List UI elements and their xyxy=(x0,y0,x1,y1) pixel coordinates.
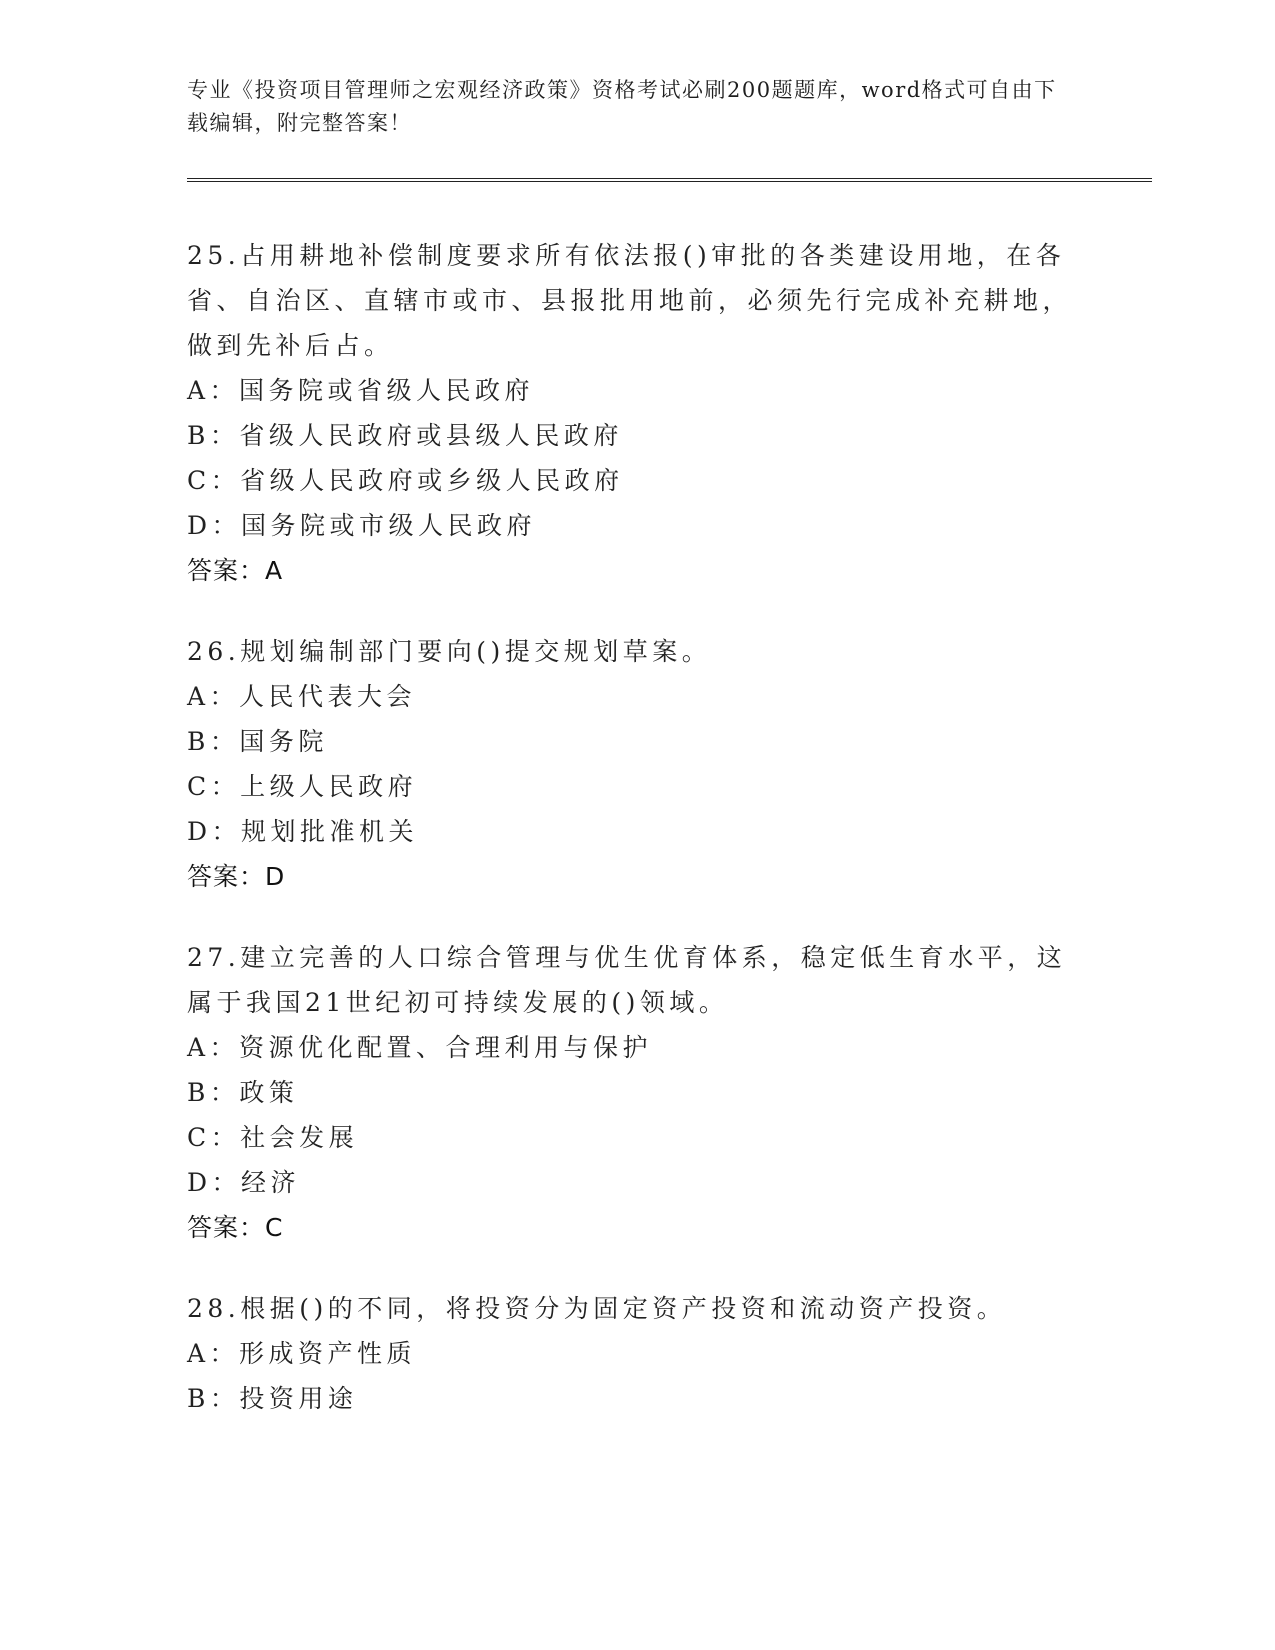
question-28 xyxy=(187,1286,1087,1421)
question-26 xyxy=(187,629,1087,899)
question-stem: 25.占用耕地补偿制度要求所有依法报()审批的各类建设用地，在各省、自治区、直辖市或市、县报批用地前，必须先行完成补充耕地，做到先补后占。 xyxy=(187,241,1073,360)
question-25 xyxy=(187,233,1087,593)
option-c: C：社会发展 xyxy=(187,1123,359,1152)
question-list xyxy=(187,233,1087,1457)
header-divider xyxy=(187,178,1152,182)
option-b: B：国务院 xyxy=(187,727,328,756)
option-a: A：形成资产性质 xyxy=(187,1339,417,1368)
question-stem: 27.建立完善的人口综合管理与优生优育体系，稳定低生育水平，这属于我国21世纪初可持续发展的()领域。 xyxy=(187,943,1067,1017)
option-c: C：省级人民政府或乡级人民政府 xyxy=(187,466,624,495)
option-c: C：上级人民政府 xyxy=(187,772,418,801)
option-a: A：国务院或省级人民政府 xyxy=(187,376,535,405)
answer-line: 答案：C xyxy=(187,1213,284,1242)
document-header: 专业《投资项目管理师之宏观经济政策》资格考试必刷200题题库，word格式可自由下载编辑，附完整答案！ xyxy=(187,78,1057,135)
option-d: D：国务院或市级人民政府 xyxy=(187,511,537,540)
option-b: B：政策 xyxy=(187,1078,299,1107)
option-a: A：人民代表大会 xyxy=(187,682,417,711)
question-stem: 26.规划编制部门要向()提交规划草案。 xyxy=(187,637,712,666)
option-b: B：省级人民政府或县级人民政府 xyxy=(187,421,623,450)
answer-line: 答案：A xyxy=(187,556,284,585)
option-d: D：规划批准机关 xyxy=(187,817,419,846)
option-b: B：投资用途 xyxy=(187,1384,358,1413)
option-a: A：资源优化配置、合理利用与保护 xyxy=(187,1033,653,1062)
answer-line: 答案：D xyxy=(187,862,286,891)
question-stem: 28.根据()的不同，将投资分为固定资产投资和流动资产投资。 xyxy=(187,1294,1007,1323)
question-27 xyxy=(187,935,1087,1250)
option-d: D：经济 xyxy=(187,1168,301,1197)
